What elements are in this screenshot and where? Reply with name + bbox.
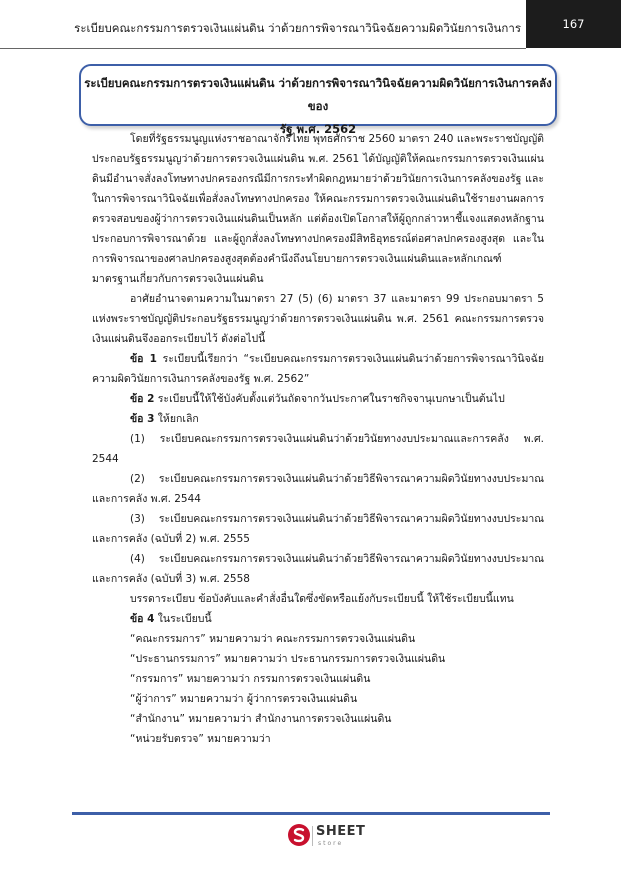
preamble-paragraph-1: โดยที่รัฐธรรมนูญแห่งราชอาณาจักรไทย พุทธศักราช 2560 มาตรา 240 และพระราชบัญญัติประกอบรัฐธรรมนูญว่าด้วยการตรวจเงินแผ่นดิน พ.ศ. 2561 ได้บัญญัติให้คณะกรรมการตรวจเงินแผ่นดินมีอำนาจสั่งลงโทษทางปกครองกรณีมีการกระทำผิดกฎหมายว่าด้วยวินัยการเงินการคลังของรัฐ และในการพิจารณาวินิจฉัยเพื่อสั่งลงโทษทางปกครอง ให้คณะกรรมการตรวจเงินแผ่นดินใช้รายงานผลการตรวจสอบของผู้ว่าการตรวจเงินแผ่นดินเป็นหลัก แต่ต้องเปิดโอกาสให้ผู้ถูกกล่าวหาชี้แจงแสดงหลักฐานประกอบการพิจารณาด้วย และผู้ถูกสั่งลงโทษทางปกครองมีสิทธิอุทธรณ์ต่อศาลปกครองสูงสุด และในการพิจารณาของศาลปกครองสูงสุดต้องคำนึงถึงนโยบายการตรวจเงินแผ่นดินและหลักเกณฑ์มาตรฐานเกี่ยวกับการตรวจเงินแผ่นดิน — [92, 133, 544, 285]
logo-subtext: store — [318, 840, 344, 847]
clause-1-label: ข้อ 1 — [130, 353, 157, 365]
running-header-title: ระเบียบคณะกรรมการตรวจเงินแผ่นดิน ว่าด้วยการพิจารณาวินิจฉัยความผิดวินัยการเงินการ — [74, 21, 521, 35]
header-divider — [0, 48, 526, 49]
clause-4-text: ในระเบียบนี้ — [154, 613, 212, 625]
page-header — [0, 0, 621, 48]
repeal-item-1: (1) ระเบียบคณะกรรมการตรวจเงินแผ่นดินว่าด้วยวินัยทางงบประมาณและการคลัง พ.ศ. 2544 — [92, 433, 544, 465]
definition-item: “ผู้ว่าการ” หมายความว่า ผู้ว่าการตรวจเงินแผ่นดิน — [130, 693, 358, 705]
clause-4-label: ข้อ 4 — [130, 613, 155, 625]
preamble-paragraph-2: อาศัยอำนาจตามความในมาตรา 27 (5) (6) มาตรา 37 และมาตรา 99 ประกอบมาตรา 5 แห่งพระราชบัญญัติประกอบรัฐธรรมนูญว่าด้วยการตรวจเงินแผ่นดิน พ.ศ. 2561 คณะกรรมการตรวจเงินแผ่นดินจึงออกระเบียบไว้ ดังต่อไปนี้ — [92, 293, 544, 345]
document-body — [92, 129, 544, 749]
sheet-store-logo-icon — [288, 824, 310, 846]
definition-item: “ประธานกรรมการ” หมายความว่า ประธานกรรมการตรวจเงินแผ่นดิน — [130, 653, 446, 665]
definition-item: “กรรมการ” หมายความว่า กรรมการตรวจเงินแผ่นดิน — [130, 673, 371, 685]
clause-2-label: ข้อ 2 — [130, 393, 155, 405]
clause-1 — [92, 349, 544, 389]
definition-item: “คณะกรรมการ” หมายความว่า คณะกรรมการตรวจเงินแผ่นดิน — [130, 633, 416, 645]
repeal-note: บรรดาระเบียบ ข้อบังคับและคำสั่งอื่นใดซึ่งขัดหรือแย้งกับระเบียบนี้ ให้ใช้ระเบียบนี้แทน — [130, 593, 514, 605]
clause-2-text: ระเบียบนี้ให้ใช้บังคับตั้งแต่วันถัดจากวันประกาศในราชกิจจานุเบกษาเป็นต้นไป — [154, 393, 505, 405]
logo-separator — [312, 826, 313, 846]
repeal-item-3: (3) ระเบียบคณะกรรมการตรวจเงินแผ่นดินว่าด้วยวิธีพิจารณาความผิดวินัยทางงบประมาณและการคลัง (ฉบับที่ 2) พ.ศ. 2555 — [92, 513, 544, 545]
repeal-item-4: (4) ระเบียบคณะกรรมการตรวจเงินแผ่นดินว่าด้วยวิธีพิจารณาความผิดวินัยทางงบประมาณและการคลัง (ฉบับที่ 3) พ.ศ. 2558 — [92, 553, 544, 585]
definition-item: “สำนักงาน” หมายความว่า สำนักงานการตรวจเงินแผ่นดิน — [130, 713, 392, 725]
clause-3-text: ให้ยกเลิก — [154, 413, 199, 425]
clause-1-text: ระเบียบนี้เรียกว่า “ระเบียบคณะกรรมการตรวจเงินแผ่นดินว่าด้วยการพิจารณาวินิจฉัยความผิดวินัยการเงินการคลังของรัฐ พ.ศ. 2562” — [92, 353, 544, 385]
clause-3-label: ข้อ 3 — [130, 413, 155, 425]
page-number: 167 — [526, 0, 621, 48]
logo-wordmark: SHEET — [316, 824, 366, 839]
footer-divider — [72, 812, 550, 815]
clause-2 — [92, 389, 544, 409]
clause-3 — [92, 409, 544, 429]
document-title-line-2: รัฐ พ.ศ. 2562 — [279, 122, 357, 136]
definition-item: “หน่วยรับตรวจ” หมายความว่า — [130, 733, 271, 745]
repeal-item-2: (2) ระเบียบคณะกรรมการตรวจเงินแผ่นดินว่าด้วยวิธีพิจารณาความผิดวินัยทางงบประมาณและการคลัง พ.ศ. 2544 — [92, 473, 544, 505]
clause-4 — [92, 609, 544, 629]
document-title-box — [79, 64, 557, 136]
document-title-line-1: ระเบียบคณะกรรมการตรวจเงินแผ่นดิน ว่าด้วยการพิจารณาวินิจฉัยความผิดวินัยการเงินการคลังของ — [84, 76, 552, 113]
